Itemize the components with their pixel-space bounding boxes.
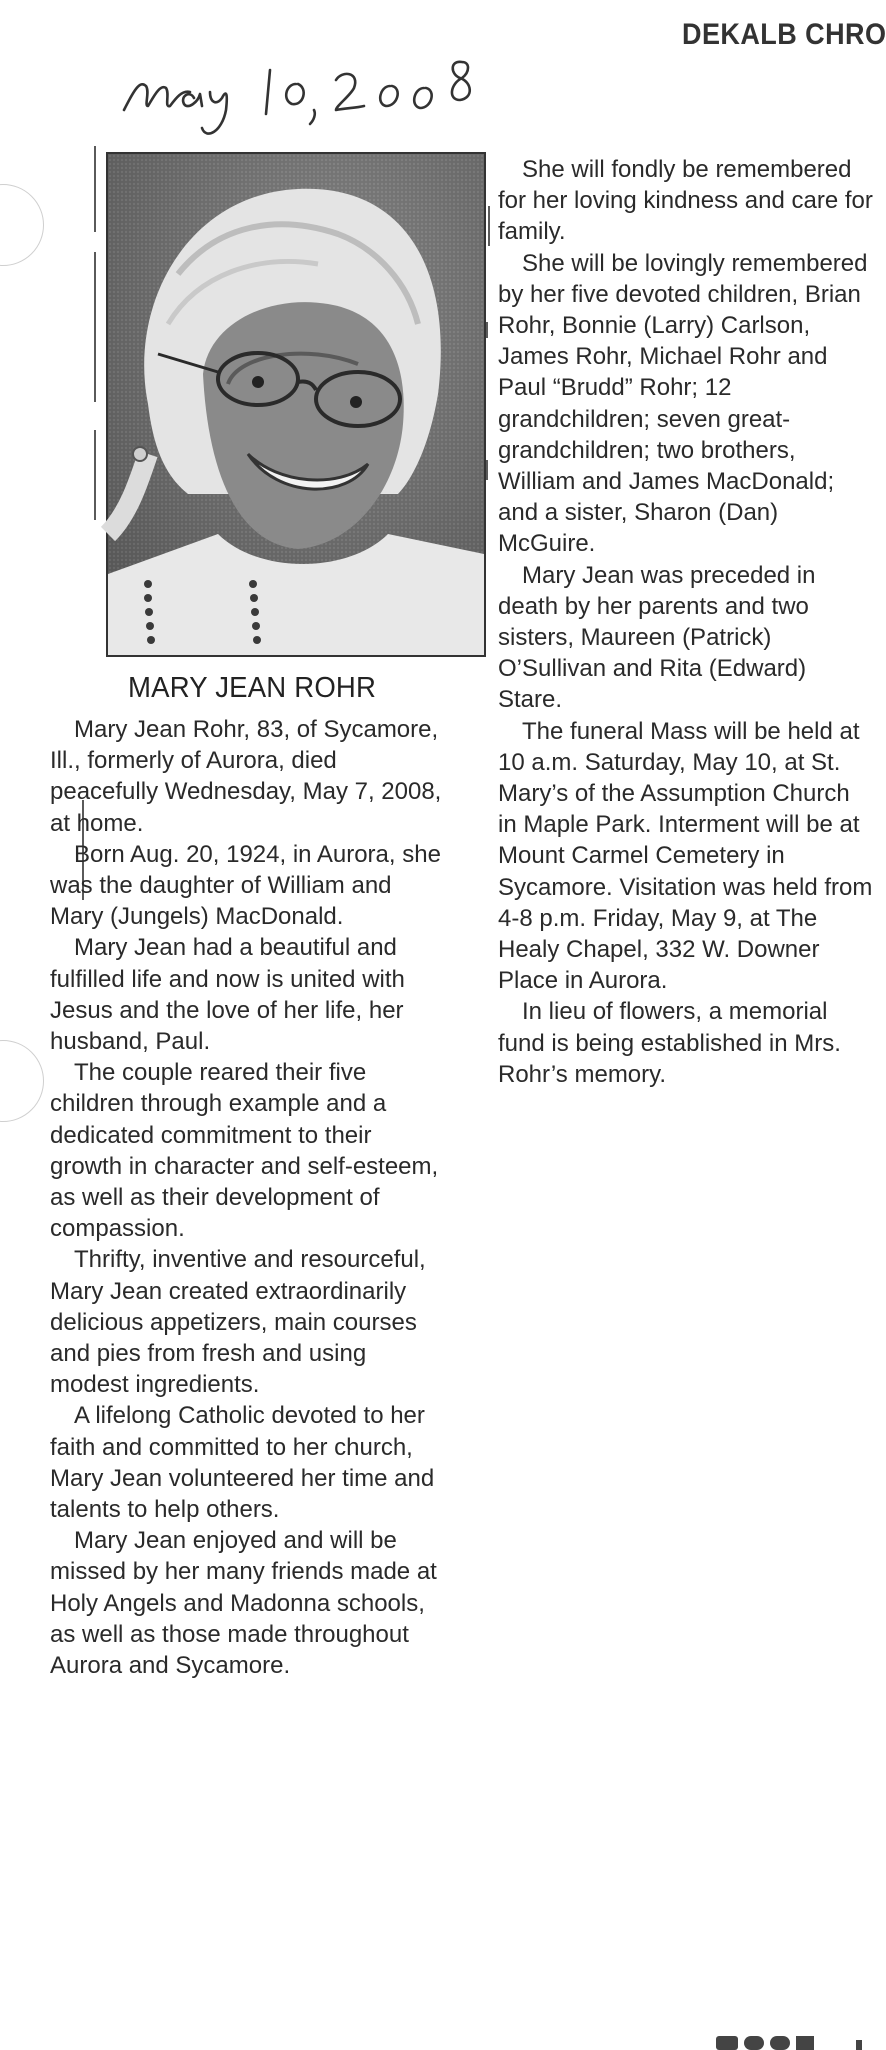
paragraph: The funeral Mass will be held at 10 a.m. Saturday, May 10, at St. Mary’s of the Assumption Church in Maple Park. Interment will be at Mount Carmel Cemetery in Sycamore. Visitation was held from 4-8 p.m. Friday, May 9, at The Healy Chapel, 332 W. Downer Place in Aurora. (498, 717, 873, 995)
paragraph: Born Aug. 20, 1924, in Aurora, she was the daughter of William and Mary (Jungels) MacDonald. (50, 840, 441, 931)
column-rule-middle (486, 322, 488, 338)
punch-hole (0, 1040, 44, 1122)
paragraph: She will be lovingly remembered by her five devoted children, Brian Rohr, Bonnie (Larry) Carlson, James Rohr, Michael Rohr and Paul “Brudd” Rohr; 12 grandchildren; seven great-grandchildren; two brothers, William and James MacDonald; and a sister, Sharon (Dan) McGuire. (498, 249, 868, 558)
paragraph: Mary Jean was preceded in death by her parents and two sisters, Maureen (Patrick) O’Sullivan and Rita (Edward) Stare. (498, 561, 816, 714)
cropped-text-fragment (706, 2030, 886, 2050)
paragraph: Thrifty, inventive and resourceful, Mary Jean created extraordinarily delicious appetizers, main courses and pies from fresh and using modest ingredients. (50, 1246, 426, 1399)
paragraph: A lifelong Catholic devoted to her faith and committed to her church, Mary Jean volunteered her time and talents to help others. (50, 1402, 435, 1524)
paragraph: Mary Jean enjoyed and will be missed by her many friends made at Holy Angels and Madonna schools, as well as those made throughout Aurora and Sycamore. (50, 1527, 437, 1680)
column-rule-left (94, 252, 96, 402)
right-column (498, 154, 874, 1090)
handwritten-date (110, 40, 530, 150)
paragraph: In lieu of flowers, a memorial fund is being established in Mrs. Rohr’s memory. (498, 998, 841, 1088)
paragraph: The couple reared their five children through example and a dedicated commitment to their growth in character and self-esteem, as well as their development of compassion. (50, 1059, 439, 1243)
column-rule-middle (486, 460, 488, 480)
paragraph: Mary Jean Rohr, 83, of Sycamore, Ill., formerly of Aurora, died peacefully Wednesday, May 7, 2008, at home. (50, 716, 442, 837)
newspaper-masthead: DEKALB CHRO (682, 18, 886, 51)
column-rule-left (94, 146, 96, 232)
column-rule-middle (488, 206, 490, 246)
paragraph: She will fondly be remembered for her loving kindness and care for family. (498, 156, 873, 246)
portrait-photo (106, 152, 486, 657)
punch-hole (0, 184, 44, 266)
obituary-headline: MARY JEAN ROHR (128, 672, 377, 704)
column-rule-left (94, 430, 96, 520)
left-column (50, 714, 450, 1681)
portrait-photo-graphic (108, 154, 484, 655)
paragraph: Mary Jean had a beautiful and fulfilled life and now is united with Jesus and the love of her life, her husband, Paul. (50, 934, 405, 1056)
